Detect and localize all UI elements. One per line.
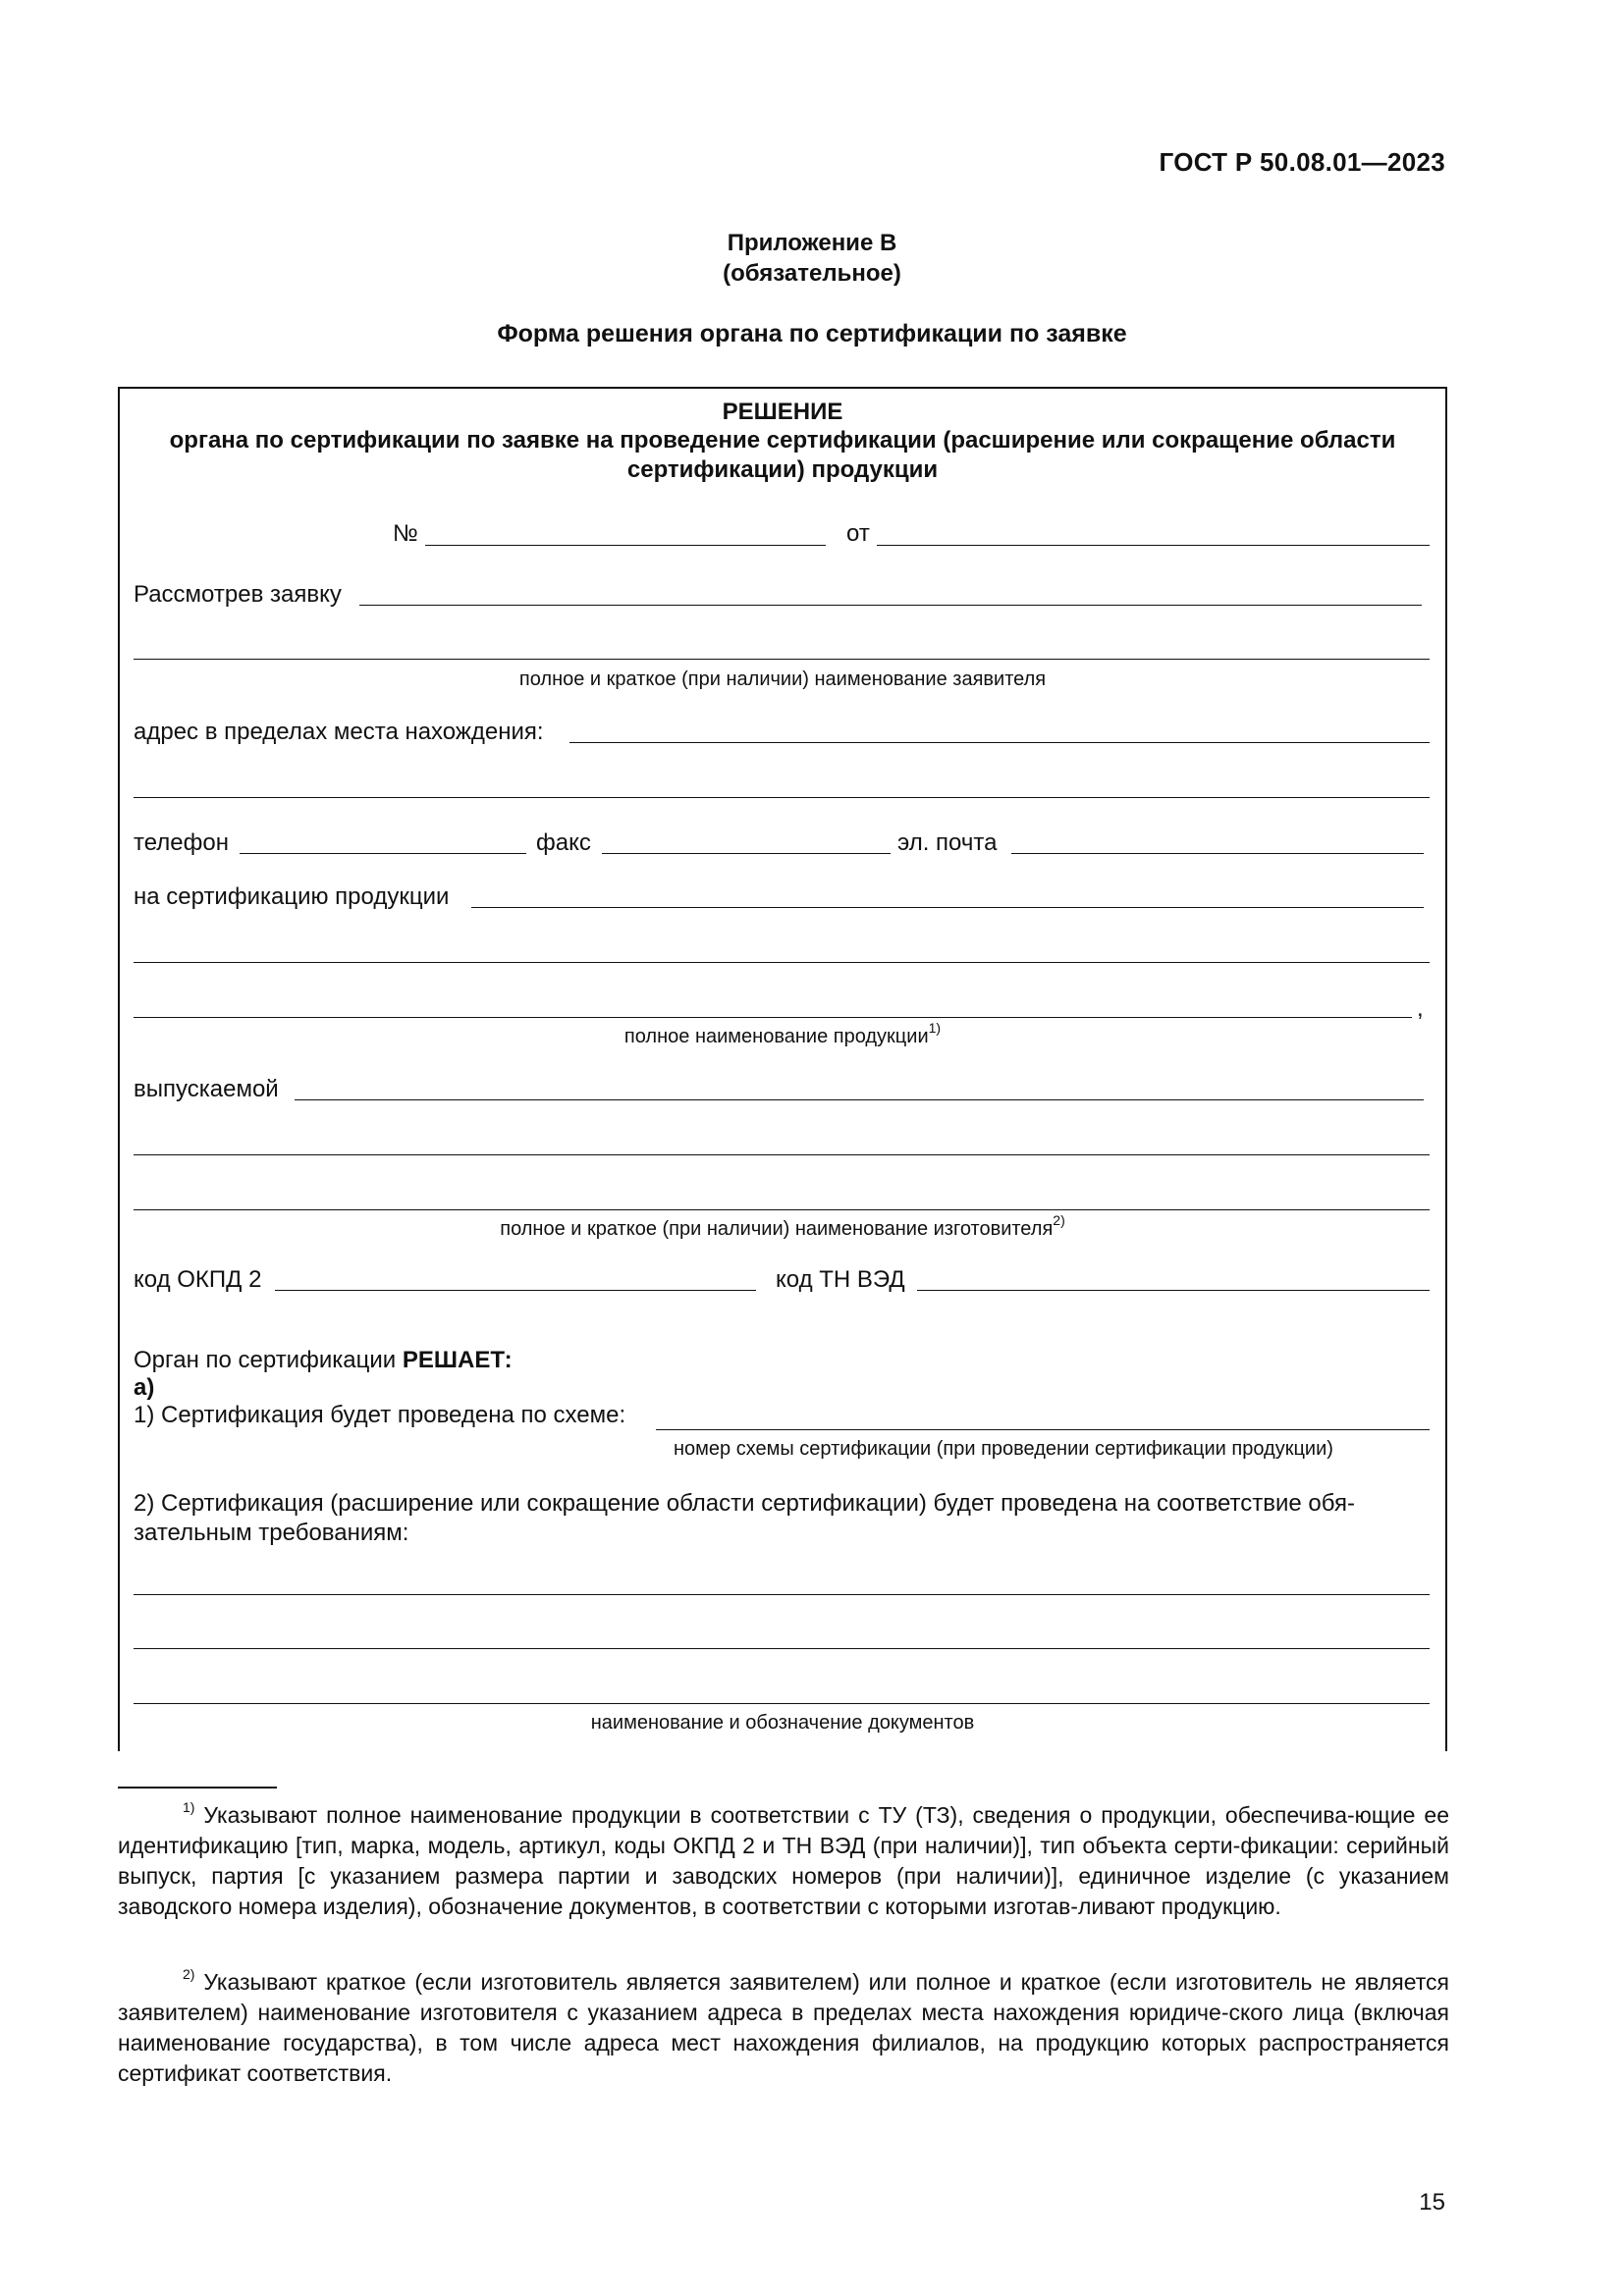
- applicant-name-field[interactable]: [134, 659, 1430, 660]
- product-label: на сертификацию продукции: [134, 883, 450, 910]
- manufacturer-caption-text: полное и краткое (при наличии) наименование изготовителя: [500, 1218, 1054, 1240]
- appendix-heading: [0, 228, 1624, 289]
- footnote-2-text: Указывают краткое (если изготовитель является заявителем) или полное и краткое (если изготовитель не является заявителем) наименование изготовителя с указанием адреса в пределах места нахождения юридиче-ского лица (включая наименование государства), в том числе адреса мест нахождения филиалов, на продукцию которых распространяется сертификат соответствия.: [118, 1969, 1450, 2086]
- decides-label: РЕШАЕТ:: [402, 1347, 513, 1373]
- address-label: адрес в пределах места нахождения:: [134, 719, 544, 745]
- product-caption: [0, 1020, 1565, 1048]
- date-label: от: [846, 520, 870, 547]
- requirements-field-line2[interactable]: [134, 1648, 1430, 1649]
- item-1-text: 1) Сертификация будет проведена по схеме:: [134, 1402, 626, 1428]
- phone-label: телефон: [134, 829, 229, 856]
- tnved-field[interactable]: [917, 1290, 1430, 1291]
- considered-label: Рассмотрев заявку: [134, 581, 342, 608]
- decision-subtitle-line2: сертификации) продукции: [626, 456, 939, 483]
- documents-caption: наименование и обозначение документов: [590, 1712, 975, 1734]
- manufacturer-field-line2[interactable]: [134, 1154, 1430, 1155]
- fax-field[interactable]: [602, 853, 891, 854]
- scheme-caption: номер схемы сертификации (при проведении сертификации продукции): [674, 1438, 1333, 1460]
- scheme-field[interactable]: [656, 1429, 1430, 1430]
- form-title: Форма решения органа по сертификации по заявке: [497, 320, 1127, 347]
- email-label: эл. почта: [897, 829, 998, 856]
- page-number: 15: [1419, 2189, 1445, 2216]
- appendix-title: Приложение В: [727, 230, 897, 256]
- product-field-line2[interactable]: [134, 962, 1430, 963]
- okpd-label: код ОКПД 2: [134, 1266, 262, 1293]
- applicant-caption: полное и краткое (при наличии) наименование заявителя: [518, 668, 1047, 690]
- item-a: а): [134, 1374, 155, 1401]
- address-field[interactable]: [569, 742, 1430, 743]
- decision-subtitle-line1: органа по сертификации по заявке на проведение сертификации (расширение или сокращение области: [169, 427, 1396, 454]
- product-field-line3[interactable]: [134, 1017, 1412, 1018]
- fax-label: факс: [536, 829, 591, 856]
- application-field[interactable]: [359, 605, 1422, 606]
- footnote-separator: [118, 1787, 277, 1789]
- item-2-line1: 2) Сертификация (расширение или сокращение области сертификации) будет проведена на соответствие обя-: [134, 1490, 1355, 1517]
- email-field[interactable]: [1011, 853, 1424, 854]
- manufacturer-field-line3[interactable]: [134, 1209, 1430, 1210]
- number-label: №: [393, 520, 418, 547]
- item-2-line2: зательным требованиям:: [134, 1520, 409, 1546]
- footnote-2-mark: 2): [183, 1966, 195, 1983]
- manufacturer-caption-note: 2): [1053, 1212, 1065, 1229]
- footnote-1-mark: 1): [183, 1799, 195, 1816]
- tnved-label: код ТН ВЭД: [776, 1266, 905, 1293]
- number-field[interactable]: [425, 545, 826, 546]
- requirements-field[interactable]: [134, 1594, 1430, 1595]
- trailing-comma: ,: [1417, 995, 1424, 1022]
- appendix-status: (обязательное): [723, 260, 901, 287]
- footnote-1: [118, 1800, 1449, 1922]
- manufactured-label: выпускаемой: [134, 1076, 279, 1102]
- decision-title: РЕШЕНИЕ: [722, 399, 843, 425]
- decision-subtitle: [118, 426, 1447, 485]
- phone-field[interactable]: [240, 853, 526, 854]
- manufacturer-caption: [0, 1212, 1565, 1241]
- body-label: Орган по сертификации: [134, 1347, 397, 1373]
- document-code: ГОСТ Р 50.08.01—2023: [1159, 147, 1445, 177]
- decides-line: [134, 1347, 513, 1374]
- requirements-field-line3[interactable]: [134, 1703, 1430, 1704]
- product-caption-note: 1): [928, 1020, 942, 1037]
- date-field[interactable]: [877, 545, 1430, 546]
- product-field[interactable]: [471, 907, 1424, 908]
- manufacturer-field[interactable]: [295, 1099, 1424, 1100]
- footnote-1-text: Указывают полное наименование продукции в соответствии с ТУ (ТЗ), сведения о продукции, обеспечива-ющие ее идентификацию [тип, марка, модель, артикул, коды ОКПД 2 и ТН ВЭД (при наличии)], тип объекта серти-фикации: серийный выпуск, партия [с указанием размера партии и заводских номеров (при наличии)], единичное изделие (с указанием заводского номера изделия), обозначение документов, в соответствии с которыми изготав-ливают продукцию.: [118, 1802, 1450, 1919]
- okpd-field[interactable]: [275, 1290, 756, 1291]
- product-caption-text: полное наименование продукции: [623, 1026, 929, 1047]
- address-field-continued[interactable]: [134, 797, 1430, 798]
- footnote-2: [118, 1967, 1449, 2089]
